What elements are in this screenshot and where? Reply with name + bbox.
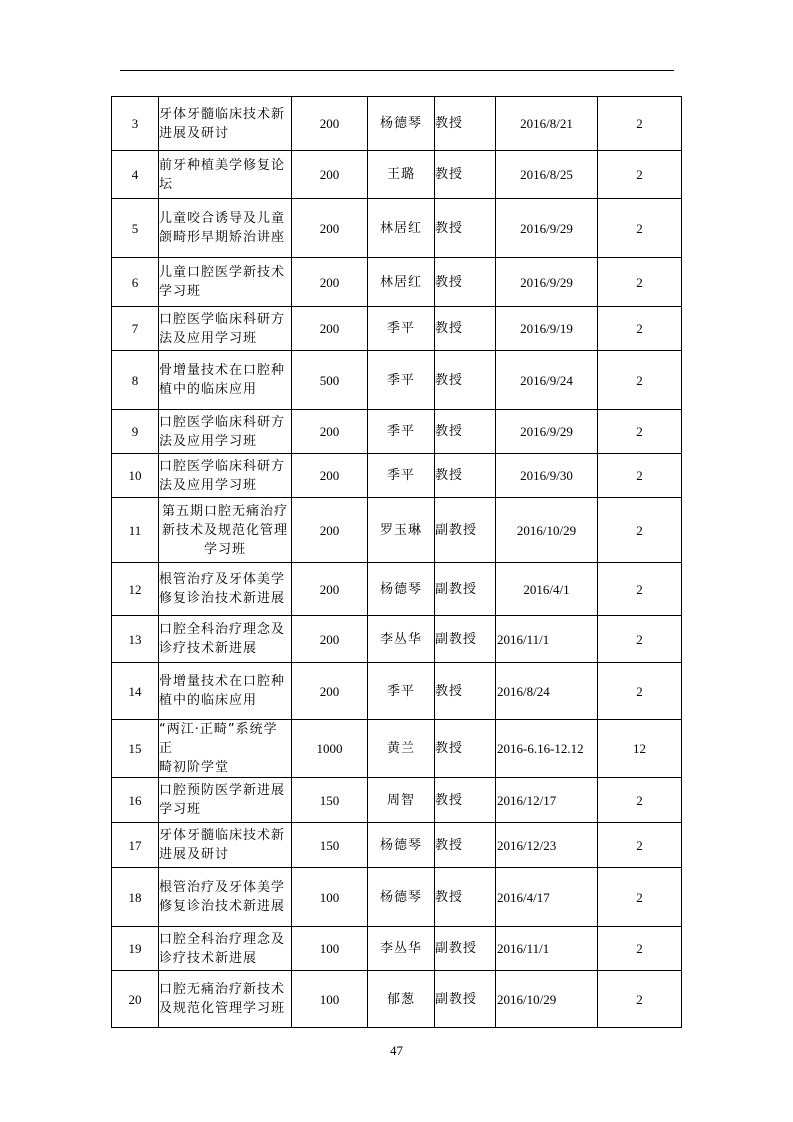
course-credits: 200 [292,663,368,720]
academic-title: 教授 [435,258,496,307]
course-name [159,351,292,410]
course-name-line: 进展及研讨 [159,125,230,141]
course-score: 12 [598,720,682,778]
course-name-line: 前牙种植美学修复论 [159,157,286,173]
course-name-line: 法及应用学习班 [159,330,258,346]
course-credits: 150 [292,778,368,823]
row-number: 17 [112,823,159,868]
course-name-line: 及规范化管理学习班 [159,1001,286,1016]
person-name: 杨德琴 [368,823,435,868]
academic-title: 教授 [435,823,496,868]
academic-title: 教授 [435,778,496,823]
row-number: 4 [112,151,159,199]
academic-title: 副教授 [435,616,496,663]
academic-title: 教授 [435,410,496,454]
course-name [159,410,292,454]
course-credits: 100 [292,927,368,971]
table-row [112,971,682,1028]
course-name-line: 口腔医学临床科研方 [159,311,286,327]
table-row [112,663,682,720]
course-name-line: 诊疗技术新进展 [159,641,258,656]
course-name [159,868,292,927]
course-score: 2 [598,927,682,971]
course-name [159,616,292,663]
page-number: 47 [390,1043,403,1058]
course-score: 2 [598,199,682,258]
row-number: 6 [112,258,159,307]
table-row [112,258,682,307]
course-credits: 200 [292,199,368,258]
academic-title: 教授 [435,199,496,258]
course-credits: 100 [292,868,368,927]
course-date: 2016/9/30 [496,454,598,498]
table-row [112,720,682,778]
course-name-line: 根管治疗及牙体美学 [159,572,286,587]
academic-title: 教授 [435,307,496,351]
course-credits: 500 [292,351,368,410]
table-row [112,97,682,151]
course-table-body [112,97,682,1028]
row-number: 3 [112,97,159,151]
course-credits: 200 [292,97,368,151]
table-row [112,307,682,351]
course-name-line: 畸初阶学堂 [159,760,230,775]
table-row [112,199,682,258]
person-name: 杨德琴 [368,563,435,616]
course-name [159,151,292,199]
course-name-line: 法及应用学习班 [159,477,258,493]
row-number: 11 [112,498,159,563]
course-score: 2 [598,778,682,823]
course-name-line: 第五期口腔无痛治疗 [161,503,288,519]
row-number: 7 [112,307,159,351]
course-score: 2 [598,454,682,498]
academic-title: 副教授 [435,563,496,616]
course-credits: 200 [292,307,368,351]
course-name [159,97,292,151]
header-rule [120,70,674,71]
row-number: 9 [112,410,159,454]
course-credits: 150 [292,823,368,868]
course-name-line: 学习班 [203,541,246,557]
course-credits: 200 [292,498,368,563]
course-name-line: 学习班 [159,284,202,299]
course-date: 2016/4/1 [496,563,598,616]
table-row [112,927,682,971]
course-score: 2 [598,498,682,563]
row-number: 19 [112,927,159,971]
person-name: 季平 [368,307,435,351]
course-name-line: 修复诊治技术新进展 [159,899,286,914]
course-name [159,778,292,823]
course-credits: 200 [292,616,368,663]
course-date: 2016/4/17 [496,868,598,927]
person-name: 林居红 [368,258,435,307]
course-name [159,258,292,307]
course-name-line: 口腔预防医学新进展 [159,783,286,798]
course-name-line: 口腔无痛治疗新技术 [159,982,286,997]
course-name-line: 骨增量技术在口腔种 [159,363,286,378]
course-date: 2016/9/24 [496,351,598,410]
academic-title: 教授 [435,97,496,151]
table-row [112,563,682,616]
course-date: 2016/8/24 [496,663,598,720]
row-number: 15 [112,720,159,778]
course-name [159,971,292,1028]
person-name: 李丛华 [368,927,435,971]
academic-title: 教授 [435,454,496,498]
course-name-line: 根管治疗及牙体美学 [159,880,286,895]
course-name-line: 颌畸形早期矫治讲座 [159,230,286,245]
course-name [159,927,292,971]
course-date: 2016/8/21 [496,97,598,151]
course-score: 2 [598,971,682,1028]
course-name [159,823,292,868]
course-score: 2 [598,563,682,616]
table-row [112,410,682,454]
course-name-line: 学习班 [159,802,202,817]
row-number: 10 [112,454,159,498]
course-date: 2016-6.16-12.12 [496,720,598,778]
course-date: 2016/12/23 [496,823,598,868]
course-name-line: 牙体牙髓临床技术新 [159,828,286,843]
person-name: 周智 [368,778,435,823]
academic-title: 教授 [435,663,496,720]
course-name-line: 口腔医学临床科研方 [159,414,286,430]
academic-title: 副教授 [435,927,496,971]
academic-title: 教授 [435,868,496,927]
row-number: 12 [112,563,159,616]
table-row [112,778,682,823]
course-date: 2016/9/29 [496,410,598,454]
row-number: 18 [112,868,159,927]
course-credits: 100 [292,971,368,1028]
course-credits: 1000 [292,720,368,778]
course-score: 2 [598,307,682,351]
person-name: 罗玉琳 [368,498,435,563]
course-name [159,199,292,258]
person-name: 杨德琴 [368,868,435,927]
course-score: 2 [598,97,682,151]
course-name-line: 新技术及规范化管理 [161,522,288,538]
course-score: 2 [598,823,682,868]
row-number: 20 [112,971,159,1028]
table-row [112,498,682,563]
table-row [112,616,682,663]
course-name-line: 儿童口腔医学新技术 [159,265,286,280]
course-name-line: 口腔全科治疗理念及 [159,931,286,947]
table-row [112,351,682,410]
row-number: 14 [112,663,159,720]
person-name: 季平 [368,410,435,454]
course-name-line: 儿童咬合诱导及儿童 [159,211,286,226]
course-name-line: 诊疗技术新进展 [159,950,258,966]
table-row [112,823,682,868]
course-name [159,720,292,778]
course-name-line: 进展及研讨 [159,847,230,862]
row-number: 8 [112,351,159,410]
academic-title: 副教授 [435,971,496,1028]
table-row [112,454,682,498]
course-date: 2016/11/1 [496,616,598,663]
course-name-line: 法及应用学习班 [159,433,258,449]
course-date: 2016/8/25 [496,151,598,199]
course-score: 2 [598,151,682,199]
course-date: 2016/10/29 [496,498,598,563]
person-name: 季平 [368,454,435,498]
row-number: 16 [112,778,159,823]
course-date: 2016/9/19 [496,307,598,351]
course-score: 2 [598,868,682,927]
course-name-line: 植中的临床应用 [159,693,258,708]
academic-title: 教授 [435,720,496,778]
person-name: 季平 [368,351,435,410]
course-date: 2016/9/29 [496,258,598,307]
course-date: 2016/11/1 [496,927,598,971]
course-credits: 200 [292,563,368,616]
course-score: 2 [598,410,682,454]
course-name-line: 口腔医学临床科研方 [159,458,286,474]
course-name [159,563,292,616]
row-number: 5 [112,199,159,258]
person-name: 黄兰 [368,720,435,778]
course-name-line: 植中的临床应用 [159,382,258,397]
course-name-line: 牙体牙髓临床技术新 [159,106,286,122]
course-date: 2016/12/17 [496,778,598,823]
course-score: 2 [598,351,682,410]
course-credits: 200 [292,258,368,307]
person-name: 王璐 [368,151,435,199]
course-name [159,307,292,351]
course-credits: 200 [292,410,368,454]
course-score: 2 [598,616,682,663]
course-name-line: 坛 [159,176,174,192]
person-name: 杨德琴 [368,97,435,151]
course-name-line: 口腔全科治疗理念及 [159,622,286,637]
course-name-line: 修复诊治技术新进展 [159,591,286,606]
course-name [159,663,292,720]
course-name [159,498,292,563]
course-name [159,454,292,498]
course-date: 2016/9/29 [496,199,598,258]
person-name: 李丛华 [368,616,435,663]
course-score: 2 [598,663,682,720]
row-number: 13 [112,616,159,663]
table-row [112,151,682,199]
academic-title: 教授 [435,151,496,199]
academic-title: 教授 [435,351,496,410]
table-row [112,868,682,927]
person-name: 季平 [368,663,435,720]
course-table [111,96,682,1028]
course-date: 2016/10/29 [496,971,598,1028]
person-name: 林居红 [368,199,435,258]
course-credits: 200 [292,151,368,199]
course-name-line: 骨增量技术在口腔种 [159,674,286,689]
course-name-line: “两江·正畸”系统学正 [159,722,278,756]
course-credits: 200 [292,454,368,498]
person-name: 郁葱 [368,971,435,1028]
academic-title: 副教授 [435,498,496,563]
course-score: 2 [598,258,682,307]
